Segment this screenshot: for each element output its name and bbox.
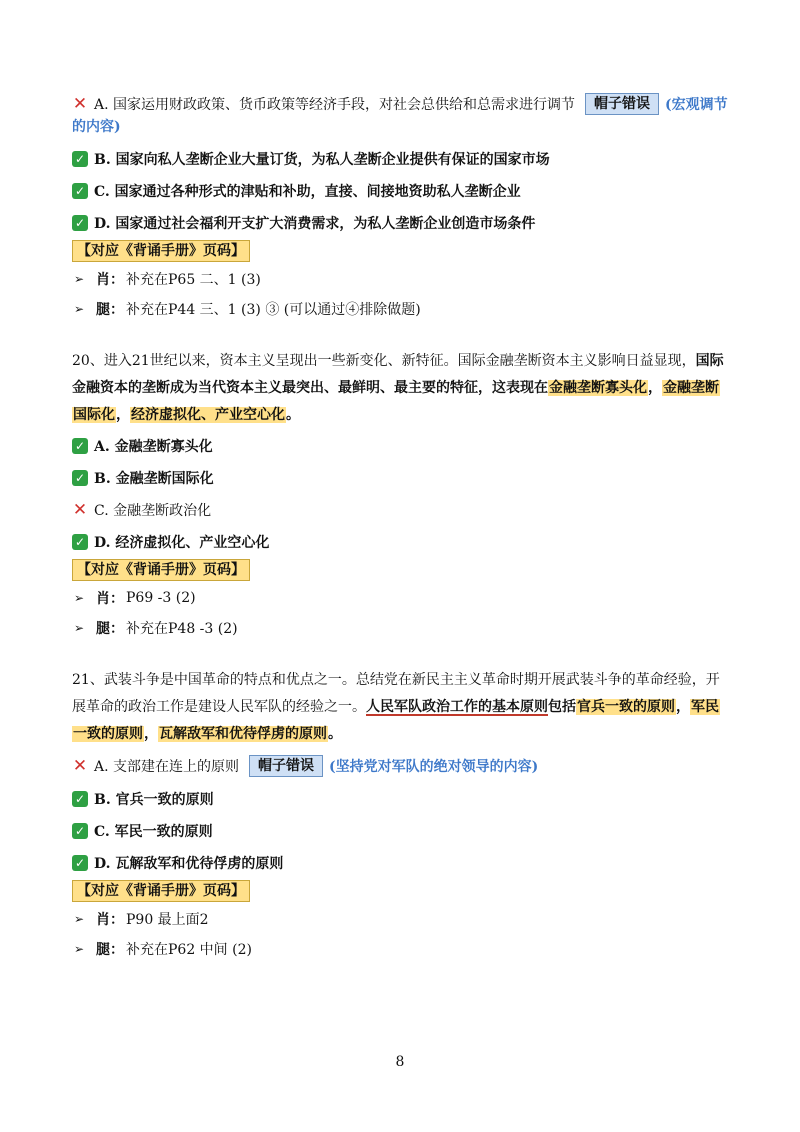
reference-label: 【对应《背诵手册》页码】 bbox=[72, 559, 250, 581]
page-number: 8 bbox=[395, 1054, 405, 1070]
check-box-icon: ✓ bbox=[72, 470, 88, 486]
highlight: 官兵一致的原则 bbox=[577, 699, 675, 715]
reference-label: 【对应《背诵手册》页码】 bbox=[72, 880, 250, 902]
check-box-icon: ✓ bbox=[72, 183, 88, 199]
arrow-bullet-icon: ➢ bbox=[74, 591, 85, 605]
reference-note: ➢ 肖： 补充在P65 二、1 (3) bbox=[74, 272, 261, 288]
arrow-bullet-icon: ➢ bbox=[74, 621, 85, 635]
cross-icon: ✕ bbox=[72, 756, 88, 776]
option-note: (宏观调节 bbox=[665, 97, 728, 113]
option-b: ✓ B. 国家向私人垄断企业大量订货，为私人垄断企业提供有保证的国家市场 bbox=[72, 148, 732, 170]
check-box-icon: ✓ bbox=[72, 151, 88, 167]
option-c: ✕ C. 金融垄断政治化 bbox=[72, 500, 212, 520]
question-21 bbox=[72, 667, 732, 960]
option-note-continued: 的内容) bbox=[72, 119, 121, 135]
arrow-bullet-icon: ➢ bbox=[74, 912, 85, 926]
highlight: 金融垄断寡头化 bbox=[549, 380, 647, 396]
check-box-icon: ✓ bbox=[72, 534, 88, 550]
highlight: 军民 bbox=[691, 699, 719, 715]
check-box-icon: ✓ bbox=[72, 855, 88, 871]
highlight: 国际化 bbox=[73, 407, 115, 423]
reference-note: ➢ 腿： 补充在P44 三、1 (3) ③ (可以通过④排除做题) bbox=[74, 302, 421, 318]
highlight: 瓦解敌军和优待俘虏的原则 bbox=[159, 726, 327, 742]
option-a: ✕ A. 国家运用财政政策、货币政策等经济手段，对社会总供给和总需求进行调节 帽子错误 (宏观调节 bbox=[72, 94, 728, 114]
cross-icon: ✕ bbox=[72, 500, 88, 520]
option-b: ✓ B. 官兵一致的原则 bbox=[72, 788, 732, 810]
reference-note: ➢ 肖： P90 最上面2 bbox=[74, 912, 209, 928]
arrow-bullet-icon: ➢ bbox=[74, 272, 85, 286]
option-b: ✓ B. 金融垄断国际化 bbox=[72, 467, 732, 489]
highlight: 经济虚拟化、产业空心化 bbox=[131, 407, 285, 423]
check-box-icon: ✓ bbox=[72, 215, 88, 231]
check-box-icon: ✓ bbox=[72, 791, 88, 807]
reference-label: 【对应《背诵手册》页码】 bbox=[72, 240, 250, 262]
option-c: ✓ C. 军民一致的原则 bbox=[72, 820, 732, 842]
option-d: ✓ D. 经济虚拟化、产业空心化 bbox=[72, 531, 732, 553]
reference-note: ➢ 腿： 补充在P48 -3 (2) bbox=[74, 621, 238, 637]
option-note: (坚持党对军队的绝对领导的内容) bbox=[329, 759, 539, 775]
option-a: ✕ A. 支部建在连上的原则 帽子错误 (坚持党对军队的绝对领导的内容) bbox=[72, 756, 539, 776]
cross-icon: ✕ bbox=[72, 94, 88, 114]
page-content bbox=[72, 92, 732, 960]
highlight: 金融垄断 bbox=[663, 380, 719, 396]
error-tag: 帽子错误 bbox=[585, 93, 659, 115]
arrow-bullet-icon: ➢ bbox=[74, 302, 85, 316]
question-19 bbox=[72, 92, 732, 320]
arrow-bullet-icon: ➢ bbox=[74, 942, 85, 956]
underlined-text: 人民军队政治工作的基本原则 bbox=[366, 699, 548, 715]
highlight: 一致的原则 bbox=[73, 726, 143, 742]
reference-note: ➢ 腿： 补充在P62 中间 (2) bbox=[74, 942, 252, 958]
error-tag: 帽子错误 bbox=[249, 755, 323, 777]
question-stem: 20、进入21世纪以来，资本主义呈现出一些新变化、新特征。国际金融垄断资本主义影响日益显现，国际 金融资本的垄断成为当代资本主义最突出、最鲜明、最主要的特征，这表现在金融垄断寡头化，金融垄断 国际化，经济虚拟化、产业空心化。 bbox=[72, 353, 724, 423]
option-d: ✓ D. 瓦解敌军和优待俘虏的原则 bbox=[72, 852, 732, 874]
option-c: ✓ C. 国家通过各种形式的津贴和补助，直接、间接地资助私人垄断企业 bbox=[72, 180, 732, 202]
question-20 bbox=[72, 348, 732, 639]
check-box-icon: ✓ bbox=[72, 438, 88, 454]
check-box-icon: ✓ bbox=[72, 823, 88, 839]
option-a: ✓ A. 金融垄断寡头化 bbox=[72, 435, 732, 457]
question-stem: 21、武装斗争是中国革命的特点和优点之一。总结党在新民主主义革命时期开展武装斗争的革命经验，开 展革命的政治工作是建设人民军队的经验之一。人民军队政治工作的基本原则包括官兵一致的原则，军民 一致的原则，瓦解敌军和优待俘虏的原则。 bbox=[72, 672, 720, 742]
reference-note: ➢ 肖： P69 -3 (2) bbox=[74, 590, 196, 607]
option-d: ✓ D. 国家通过社会福利开支扩大消费需求，为私人垄断企业创造市场条件 bbox=[72, 212, 732, 234]
